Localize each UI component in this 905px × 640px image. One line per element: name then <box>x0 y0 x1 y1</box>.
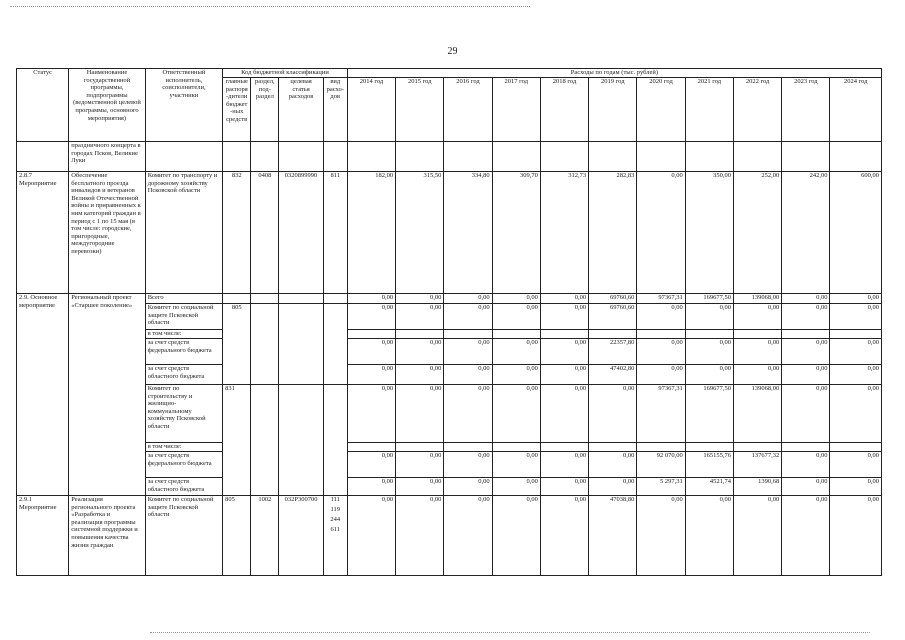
value-cell: 0,00 <box>492 452 540 478</box>
row-executor: Комитет по строительству и жилищно-коммунальному хозяйству Псковской области <box>145 385 222 443</box>
expense-type-code: 119 <box>330 506 340 513</box>
value-cell: 0,00 <box>685 365 733 385</box>
header-year: 2014 год <box>347 78 395 142</box>
value-cell: 0,00 <box>444 478 492 496</box>
regional-label: за счет средств областного бюджета <box>145 365 222 385</box>
value-cell: 0,00 <box>685 496 733 576</box>
value-cell: 0,00 <box>347 339 395 365</box>
row-executor: Комитет по социальной защите Псковской области <box>145 496 222 576</box>
value-cell: 0,00 <box>589 478 637 496</box>
value-cell: 182,00 <box>347 172 395 294</box>
value-cell: 0,00 <box>685 304 733 330</box>
value-cell: 600,00 <box>830 172 882 294</box>
value-cell: 0,00 <box>830 496 882 576</box>
table-row <box>17 478 882 496</box>
value-cell: 0,00 <box>492 496 540 576</box>
value-cell: 0,00 <box>830 478 882 496</box>
value-cell: 309,70 <box>492 172 540 294</box>
federal-label: за счет средств федерального бюджета <box>145 452 222 478</box>
value-cell: 92 070,00 <box>637 452 685 478</box>
value-cell: 0,00 <box>830 365 882 385</box>
header-section: раздел, под-раздел <box>251 78 279 142</box>
expense-type-code: 611 <box>330 526 340 533</box>
value-cell: 0,00 <box>396 452 444 478</box>
value-cell: 0,00 <box>347 304 395 330</box>
grbs-code: 831 <box>223 385 251 496</box>
header-year: 2024 год <box>830 78 882 142</box>
row-status: 2.8.7 Мероприятие <box>17 172 69 294</box>
value-cell: 0,00 <box>782 339 830 365</box>
value-cell: 69760,60 <box>589 294 637 304</box>
row-name: Реализация регионального проекта «Разработка и реализация программы системной поддержки и повышения качества жизни граждан <box>69 496 145 576</box>
table-row <box>17 496 882 576</box>
value-cell: 0,00 <box>589 385 637 443</box>
value-cell: 0,00 <box>540 365 588 385</box>
value-cell: 0,00 <box>396 385 444 443</box>
table-row <box>17 443 882 452</box>
value-cell: 0,00 <box>733 496 781 576</box>
value-cell: 0,00 <box>492 385 540 443</box>
header-name: Наименование государственной программы, подпрограммы (ведомственной целевой программы, основного мероприятия) <box>69 69 145 142</box>
header-expenses: Расходы по годам (тыс. рублей) <box>347 69 881 78</box>
header-executor: Ответственный исполнитель, соисполнители, участники <box>145 69 222 142</box>
value-cell: 69760,60 <box>589 304 637 330</box>
value-cell: 0,00 <box>347 452 395 478</box>
expense-type-code: 244 <box>330 516 341 523</box>
value-cell: 47038,80 <box>589 496 637 576</box>
value-cell: 0,00 <box>492 294 540 304</box>
value-cell: 0,00 <box>396 339 444 365</box>
expense-type-codes <box>323 496 347 576</box>
value-cell: 5 297,31 <box>637 478 685 496</box>
value-cell: 282,83 <box>589 172 637 294</box>
value-cell: 0,00 <box>540 304 588 330</box>
value-cell: 139068,00 <box>733 294 781 304</box>
value-cell: 0,00 <box>637 304 685 330</box>
header-budget-code: Код бюджетной классификации <box>223 69 348 78</box>
row-status: 2.9. Основное мероприятие <box>17 294 69 496</box>
header-grbs: главные распоря-дители бюджет-ных средств <box>223 78 251 142</box>
table-row <box>17 142 882 172</box>
value-cell: 0,00 <box>396 496 444 576</box>
header-year: 2017 год <box>492 78 540 142</box>
value-cell: 97367,31 <box>637 385 685 443</box>
value-cell: 0,00 <box>396 304 444 330</box>
header-year: 2023 год <box>782 78 830 142</box>
row-name: Обеспечение бесплатного проезда инвалидов и ветеранов Великой Отечественной войны и приравненных к ним категорий граждан в период с 1 по 15 мая (в том числе: городские, пригородные, междугородние перевозки) <box>69 172 145 294</box>
table-row <box>17 365 882 385</box>
table-row <box>17 339 882 365</box>
table-row <box>17 294 882 304</box>
section-code: 1002 <box>251 496 279 576</box>
included-label: в том числе: <box>145 330 222 339</box>
value-cell: 139068,00 <box>733 385 781 443</box>
table-row <box>17 330 882 339</box>
value-cell: 0,00 <box>444 304 492 330</box>
grbs-code: 805 <box>223 304 251 385</box>
header-year: 2021 год <box>685 78 733 142</box>
value-cell: 0,00 <box>540 385 588 443</box>
value-cell: 0,00 <box>492 339 540 365</box>
value-cell: 0,00 <box>444 294 492 304</box>
value-cell: 312,73 <box>540 172 588 294</box>
value-cell: 0,00 <box>830 385 882 443</box>
value-cell: 0,00 <box>733 365 781 385</box>
value-cell: 0,00 <box>540 496 588 576</box>
value-cell: 0,00 <box>540 294 588 304</box>
value-cell: 0,00 <box>733 304 781 330</box>
value-cell: 0,00 <box>782 452 830 478</box>
header-year: 2018 год <box>540 78 588 142</box>
value-cell: 137677,32 <box>733 452 781 478</box>
header-year: 2015 год <box>396 78 444 142</box>
header-year: 2016 год <box>444 78 492 142</box>
value-cell: 0,00 <box>589 452 637 478</box>
header-year: 2019 год <box>589 78 637 142</box>
header-year: 2020 год <box>637 78 685 142</box>
value-cell: 0,00 <box>782 496 830 576</box>
value-cell: 0,00 <box>492 304 540 330</box>
target-code: 032P300700 <box>279 496 323 576</box>
value-cell: 0,00 <box>540 478 588 496</box>
value-cell: 0,00 <box>396 478 444 496</box>
header-status: Статус <box>17 69 69 142</box>
value-cell: 334,80 <box>444 172 492 294</box>
grbs-code: 805 <box>223 496 251 576</box>
scan-artifact-bottom <box>150 632 870 634</box>
value-cell: 47402,80 <box>589 365 637 385</box>
table-row <box>17 385 882 443</box>
value-cell: 97367,31 <box>637 294 685 304</box>
value-cell: 0,00 <box>830 339 882 365</box>
value-cell: 0,00 <box>733 339 781 365</box>
header-expense-type: вид расхо-дов <box>323 78 347 142</box>
value-cell: 0,00 <box>540 452 588 478</box>
row-name: Региональный проект «Старшее поколение» <box>69 294 145 496</box>
value-cell: 350,00 <box>685 172 733 294</box>
value-cell: 0,00 <box>444 496 492 576</box>
value-cell: 0,00 <box>830 304 882 330</box>
value-cell: 0,00 <box>347 496 395 576</box>
value-cell: 22357,80 <box>589 339 637 365</box>
value-cell: 0,00 <box>685 339 733 365</box>
value-cell: 0,00 <box>444 452 492 478</box>
expense-type-code: 111 <box>330 496 340 503</box>
value-cell: 0,00 <box>782 478 830 496</box>
value-cell: 0,00 <box>444 365 492 385</box>
value-cell: 0,00 <box>637 172 685 294</box>
value-cell: 0,00 <box>637 339 685 365</box>
regional-label: за счет средств областного бюджета <box>145 478 222 496</box>
value-cell: 0,00 <box>347 478 395 496</box>
value-cell: 0,00 <box>444 385 492 443</box>
header-year: 2022 год <box>733 78 781 142</box>
value-cell: 315,50 <box>396 172 444 294</box>
value-cell: 0,00 <box>637 365 685 385</box>
value-cell: 242,00 <box>782 172 830 294</box>
value-cell: 0,00 <box>492 478 540 496</box>
value-cell: 0,00 <box>782 294 830 304</box>
value-cell: 4521,74 <box>685 478 733 496</box>
target-code: 0320899990 <box>279 172 323 294</box>
table-row <box>17 172 882 294</box>
expense-type-code: 811 <box>323 172 347 294</box>
included-label: в том числе: <box>145 443 222 452</box>
table-row <box>17 452 882 478</box>
row-executor: Комитет по социальной защите Псковской области <box>145 304 222 330</box>
value-cell: 252,00 <box>733 172 781 294</box>
row-executor: Комитет по транспорту и дорожному хозяйству Псковской области <box>145 172 222 294</box>
row-status: 2.9.1 Мероприятие <box>17 496 69 576</box>
value-cell: 0,00 <box>830 452 882 478</box>
table-row <box>17 304 882 330</box>
value-cell: 169677,50 <box>685 385 733 443</box>
federal-label: за счет средств федерального бюджета <box>145 339 222 365</box>
value-cell: 169677,50 <box>685 294 733 304</box>
value-cell: 1390,68 <box>733 478 781 496</box>
value-cell: 0,00 <box>637 496 685 576</box>
value-cell: 0,00 <box>540 339 588 365</box>
value-cell: 0,00 <box>782 365 830 385</box>
row-name: праздничного концерта в городах Псков, Великие Луки <box>69 142 145 172</box>
value-cell: 0,00 <box>782 304 830 330</box>
page-number: 29 <box>447 46 458 57</box>
value-cell: 0,00 <box>444 339 492 365</box>
value-cell: 0,00 <box>347 294 395 304</box>
section-code: 0408 <box>251 172 279 294</box>
value-cell: 165155,76 <box>685 452 733 478</box>
grbs-code: 832 <box>223 172 251 294</box>
value-cell: 0,00 <box>782 385 830 443</box>
scan-artifact-top <box>10 6 530 8</box>
value-cell: 0,00 <box>347 365 395 385</box>
value-cell: 0,00 <box>492 365 540 385</box>
value-cell: 0,00 <box>396 294 444 304</box>
value-cell: 0,00 <box>830 294 882 304</box>
value-cell: 0,00 <box>347 385 395 443</box>
header-target: целевая статья расходов <box>279 78 323 142</box>
program-expenses-table <box>16 68 882 576</box>
total-label: Всего <box>145 294 222 304</box>
value-cell: 0,00 <box>396 365 444 385</box>
